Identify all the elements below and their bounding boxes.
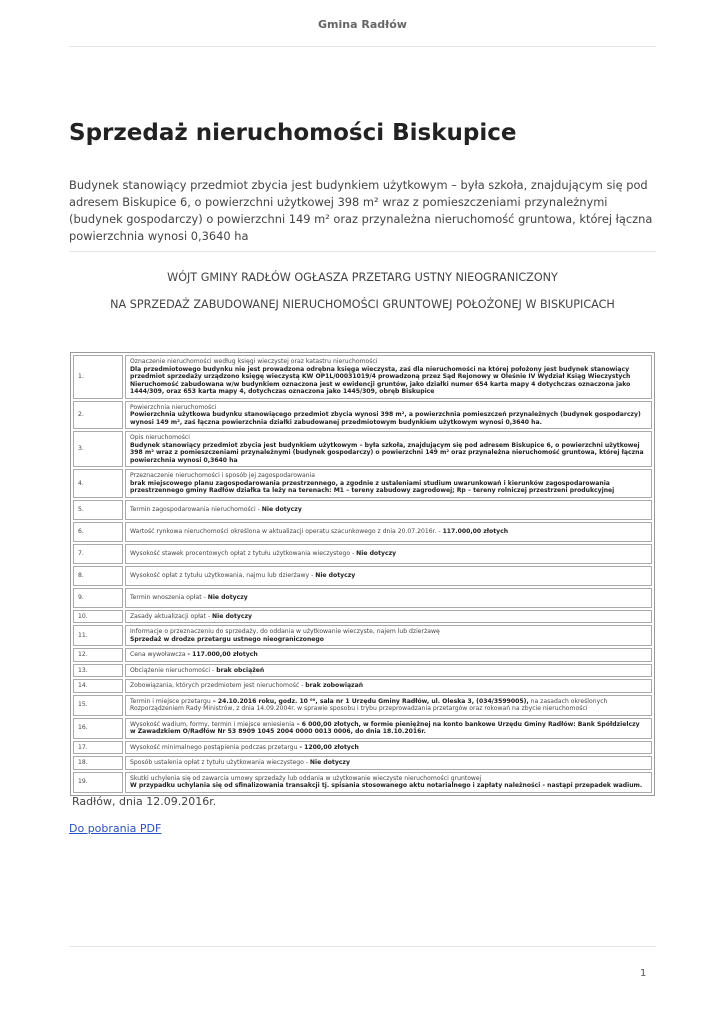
row-number: 17. bbox=[73, 741, 123, 755]
row-value: – 24.10.2016 roku, godz. 10 ⁰⁰, sala nr 1 Urzędu Gminy Radłów, ul. Oleska 3, (034/3599005), bbox=[212, 697, 529, 705]
row-number: 5. bbox=[73, 500, 123, 520]
table-row bbox=[73, 772, 652, 793]
announcement-subheading: NA SPRZEDAŻ ZABUDOWANEJ NIERUCHOMOŚCI GRUNTOWEJ POŁOŻONEJ W BISKUPICACH bbox=[110, 298, 615, 311]
row-value: Nie dotyczy bbox=[356, 549, 397, 557]
row-content bbox=[125, 695, 652, 716]
header-divider bbox=[69, 46, 656, 47]
row-number: 18. bbox=[73, 756, 123, 770]
table-row bbox=[73, 648, 652, 662]
row-detail: brak miejscowego planu zagospodarowania przestrzennego, a zgodnie z ustaleniami studium uwarunkowań i kierunków zagospodarowania przestrzennego gminy Radłów działka ta leży na terenach: M1 – tereny zabudowy zagrodowej; Rp – tereny rolniczej przestrzeni produkcyjnej bbox=[130, 479, 615, 494]
row-value: Nie dotyczy bbox=[309, 759, 350, 766]
row-number: 4. bbox=[73, 469, 123, 498]
row-value: Nie dotyczy bbox=[261, 505, 302, 513]
table-row bbox=[73, 469, 652, 498]
row-number: 12. bbox=[73, 648, 123, 662]
row-number: 3. bbox=[73, 431, 123, 467]
section-divider bbox=[69, 251, 656, 252]
row-label: Skutki uchylenia się od zawarcia umowy sprzedaży lub oddania w użytkowanie wieczyste nieruchomości gruntowej bbox=[130, 774, 482, 782]
footer-divider bbox=[69, 946, 656, 947]
row-number: 16. bbox=[73, 718, 123, 739]
row-number: 19. bbox=[73, 772, 123, 793]
table-row bbox=[73, 566, 652, 586]
table-row bbox=[73, 431, 652, 467]
table-row bbox=[73, 401, 652, 430]
row-label: Termin zagospodarowania nieruchomości - bbox=[130, 505, 262, 513]
table-row bbox=[73, 522, 652, 542]
row-number: 9. bbox=[73, 588, 123, 608]
row-label: Wysokość minimalnego postąpienia podczas przetargu bbox=[130, 743, 300, 751]
row-number: 2. bbox=[73, 401, 123, 430]
page-title: Sprzedaż nieruchomości Biskupice bbox=[69, 120, 517, 146]
row-content bbox=[125, 469, 652, 498]
row-value: brak zobowiązań bbox=[305, 682, 364, 689]
announcement-heading: WÓJT GMINY RADŁÓW OGŁASZA PRZETARG USTNY NIEOGRANICZONY bbox=[167, 271, 558, 284]
table-row bbox=[73, 544, 652, 564]
row-label: Cena wywoławcza bbox=[130, 651, 188, 658]
row-number: 7. bbox=[73, 544, 123, 564]
row-content bbox=[125, 522, 652, 542]
row-label: Obciążenie nieruchomości - bbox=[130, 666, 217, 674]
row-content bbox=[125, 664, 652, 678]
table-row bbox=[73, 741, 652, 755]
row-number: 10. bbox=[73, 610, 123, 624]
row-content bbox=[125, 566, 652, 586]
table-row bbox=[73, 610, 652, 624]
row-number: 1. bbox=[73, 355, 123, 399]
row-label: Przeznaczenie nieruchomości i sposób jej zagospodarowania bbox=[130, 472, 315, 479]
row-detail: W przypadku uchylania się od sfinalizowania transakcji tj. spisania stosowanego aktu notarialnego i zapłaty należności - nastąpi przepadek wadium. bbox=[130, 782, 643, 789]
row-label: Wysokość stawek procentowych opłat z tytułu użytkowania wieczystego - bbox=[130, 549, 357, 557]
table-row bbox=[73, 355, 652, 399]
row-content bbox=[125, 431, 652, 467]
row-number: 11. bbox=[73, 625, 123, 646]
row-label: Oznaczenie nieruchomości według księgi wieczystej oraz katastru nieruchomości bbox=[130, 358, 378, 365]
table-row bbox=[73, 756, 652, 770]
row-label: Zobowiązania, których przedmiotem jest nieruchomość - bbox=[130, 682, 306, 689]
table-row bbox=[73, 664, 652, 678]
table-row bbox=[73, 588, 652, 608]
table-row bbox=[73, 695, 652, 716]
row-label: Sposób ustalenia opłat z tytułu użytkowania wieczystego - bbox=[130, 759, 310, 766]
row-label: Wysokość opłat z tytułu użytkowania, najmu lub dzierżawy - bbox=[130, 571, 316, 579]
row-label: Wysokość wadium, formy, termin i miejsce wniesienia bbox=[130, 720, 297, 728]
row-label: Wartość rynkowa nieruchomości określona w aktualizacji operatu szacunkowego z dnia 20.07.2016r. - bbox=[130, 527, 443, 535]
row-content bbox=[125, 741, 652, 755]
row-value: brak obciążeń bbox=[216, 666, 265, 674]
site-name: Gmina Radłów bbox=[318, 18, 407, 31]
row-value: Nie dotyczy bbox=[315, 571, 356, 579]
intro-text: Budynek stanowiący przedmiot zbycia jest budynkiem użytkowym – była szkoła, znajdującym się pod adresem Biskupice 6, o powierzchni użytkowej 398 m² wraz z pomieszczeniami przynależnymi (budynek gospodarczy) o powierzchni 149 m² oraz przynależna nieruchomość gruntowa, której łączna powierzchnia wynosi 0,3640 ha bbox=[69, 178, 653, 243]
row-label: Termin i miejsce przetargu bbox=[130, 697, 213, 705]
row-value: Nie dotyczy bbox=[212, 612, 253, 620]
row-content bbox=[125, 679, 652, 693]
row-detail: Budynek stanowiący przedmiot zbycia jest budynkiem użytkowym – była szkoła, znajdującym się pod adresem Biskupice 6, o powierzchni użytkowej 398 m² wraz z pomieszczeniami przynależnymi (budynek gospodarczy) o powierzchni 149 m² oraz przynależna nieruchomość gruntowa, której łączna powierzchnia wynosi 0,3640 ha bbox=[130, 441, 644, 464]
row-content bbox=[125, 544, 652, 564]
row-number: 8. bbox=[73, 566, 123, 586]
row-number: 15. bbox=[73, 695, 123, 716]
row-content bbox=[125, 718, 652, 739]
table-row bbox=[73, 500, 652, 520]
row-value: – 6 000,00 złotych, w formie pieniężnej na konto bankowe Urzędu Gminy Radłów: Bank Spółdzielczy w Zawadzkiem O/Radłów Nr 53 8909 1045 2004 0000 0013 0006, do dnia 18.10.2016r. bbox=[130, 720, 640, 735]
row-detail: Powierzchnia użytkowa budynku stanowiącego przedmiot zbycia wynosi 398 m², a powierzchnia pomieszczeń przynależnych (budynek gospodarczy) wynosi 149 m², zaś łączna powierzchnia działki zabudowanej przedmiotowym budynkiem użytkowym wynosi 0,3640 ha. bbox=[130, 411, 641, 426]
row-content bbox=[125, 610, 652, 624]
row-label: Termin wnoszenia opłat - bbox=[130, 593, 208, 601]
table-row bbox=[73, 679, 652, 693]
row-content bbox=[125, 772, 652, 793]
row-value: 117.000,00 złotych bbox=[442, 527, 509, 535]
row-content bbox=[125, 588, 652, 608]
row-value: - 117.000,00 złotych bbox=[187, 651, 258, 658]
row-value: - 1200,00 złotych bbox=[299, 743, 359, 751]
row-content bbox=[125, 500, 652, 520]
row-value: Nie dotyczy bbox=[207, 593, 248, 601]
pdf-download-link[interactable]: Do pobrania PDF bbox=[69, 822, 162, 835]
row-content bbox=[125, 355, 652, 399]
property-details-table bbox=[70, 352, 655, 796]
place-and-date: Radłów, dnia 12.09.2016r. bbox=[72, 795, 217, 808]
row-number: 14. bbox=[73, 679, 123, 693]
row-detail: Dla przedmiotowego budynku nie jest prowadzona odrębna księga wieczysta, zaś dla nieruchomości na której położony jest budynek stanowiący przedmiot sprzedaży urządzono księgę wieczystą KW OP1L/00031019/4 prowadzoną przez Sąd Rejonowy w Oleśnie IV Wydział Ksiąg Wieczystych Nieruchomość zabudowana w/w budynkiem oznaczona jest w ewidencji gruntów, jako działki numer 654 karta mapy 4 dotychczas oznaczona jako 1444/309, oraz 653 karta mapy 4, dotychczas oznaczona jako 1445/309, obręb Biskupice bbox=[130, 365, 631, 395]
row-content bbox=[125, 648, 652, 662]
page-number: 1 bbox=[640, 968, 647, 979]
row-content bbox=[125, 401, 652, 430]
row-label: Opis nieruchomości bbox=[130, 434, 190, 441]
table-row bbox=[73, 625, 652, 646]
row-label: Zasady aktualizacji opłat - bbox=[130, 612, 212, 620]
row-note: na zasadach określonych Rozporządzeniem Rady Ministrów, z dnia 14.09.2004r. w sprawie sposobu i trybu przeprowadzania przetargów oraz rokowań na zbycie nieruchomości bbox=[130, 697, 608, 712]
table-row bbox=[73, 718, 652, 739]
row-label: Powierzchnia nieruchomości bbox=[130, 403, 217, 411]
row-number: 6. bbox=[73, 522, 123, 542]
row-content bbox=[125, 756, 652, 770]
row-number: 13. bbox=[73, 664, 123, 678]
row-content bbox=[125, 625, 652, 646]
row-label: Informacje o przeznaczeniu do sprzedaży, do oddania w użytkowanie wieczyste, najem lub dzierżawę bbox=[130, 628, 440, 635]
row-detail: Sprzedaż w drodze przetargu ustnego nieograniczonego bbox=[130, 635, 324, 643]
